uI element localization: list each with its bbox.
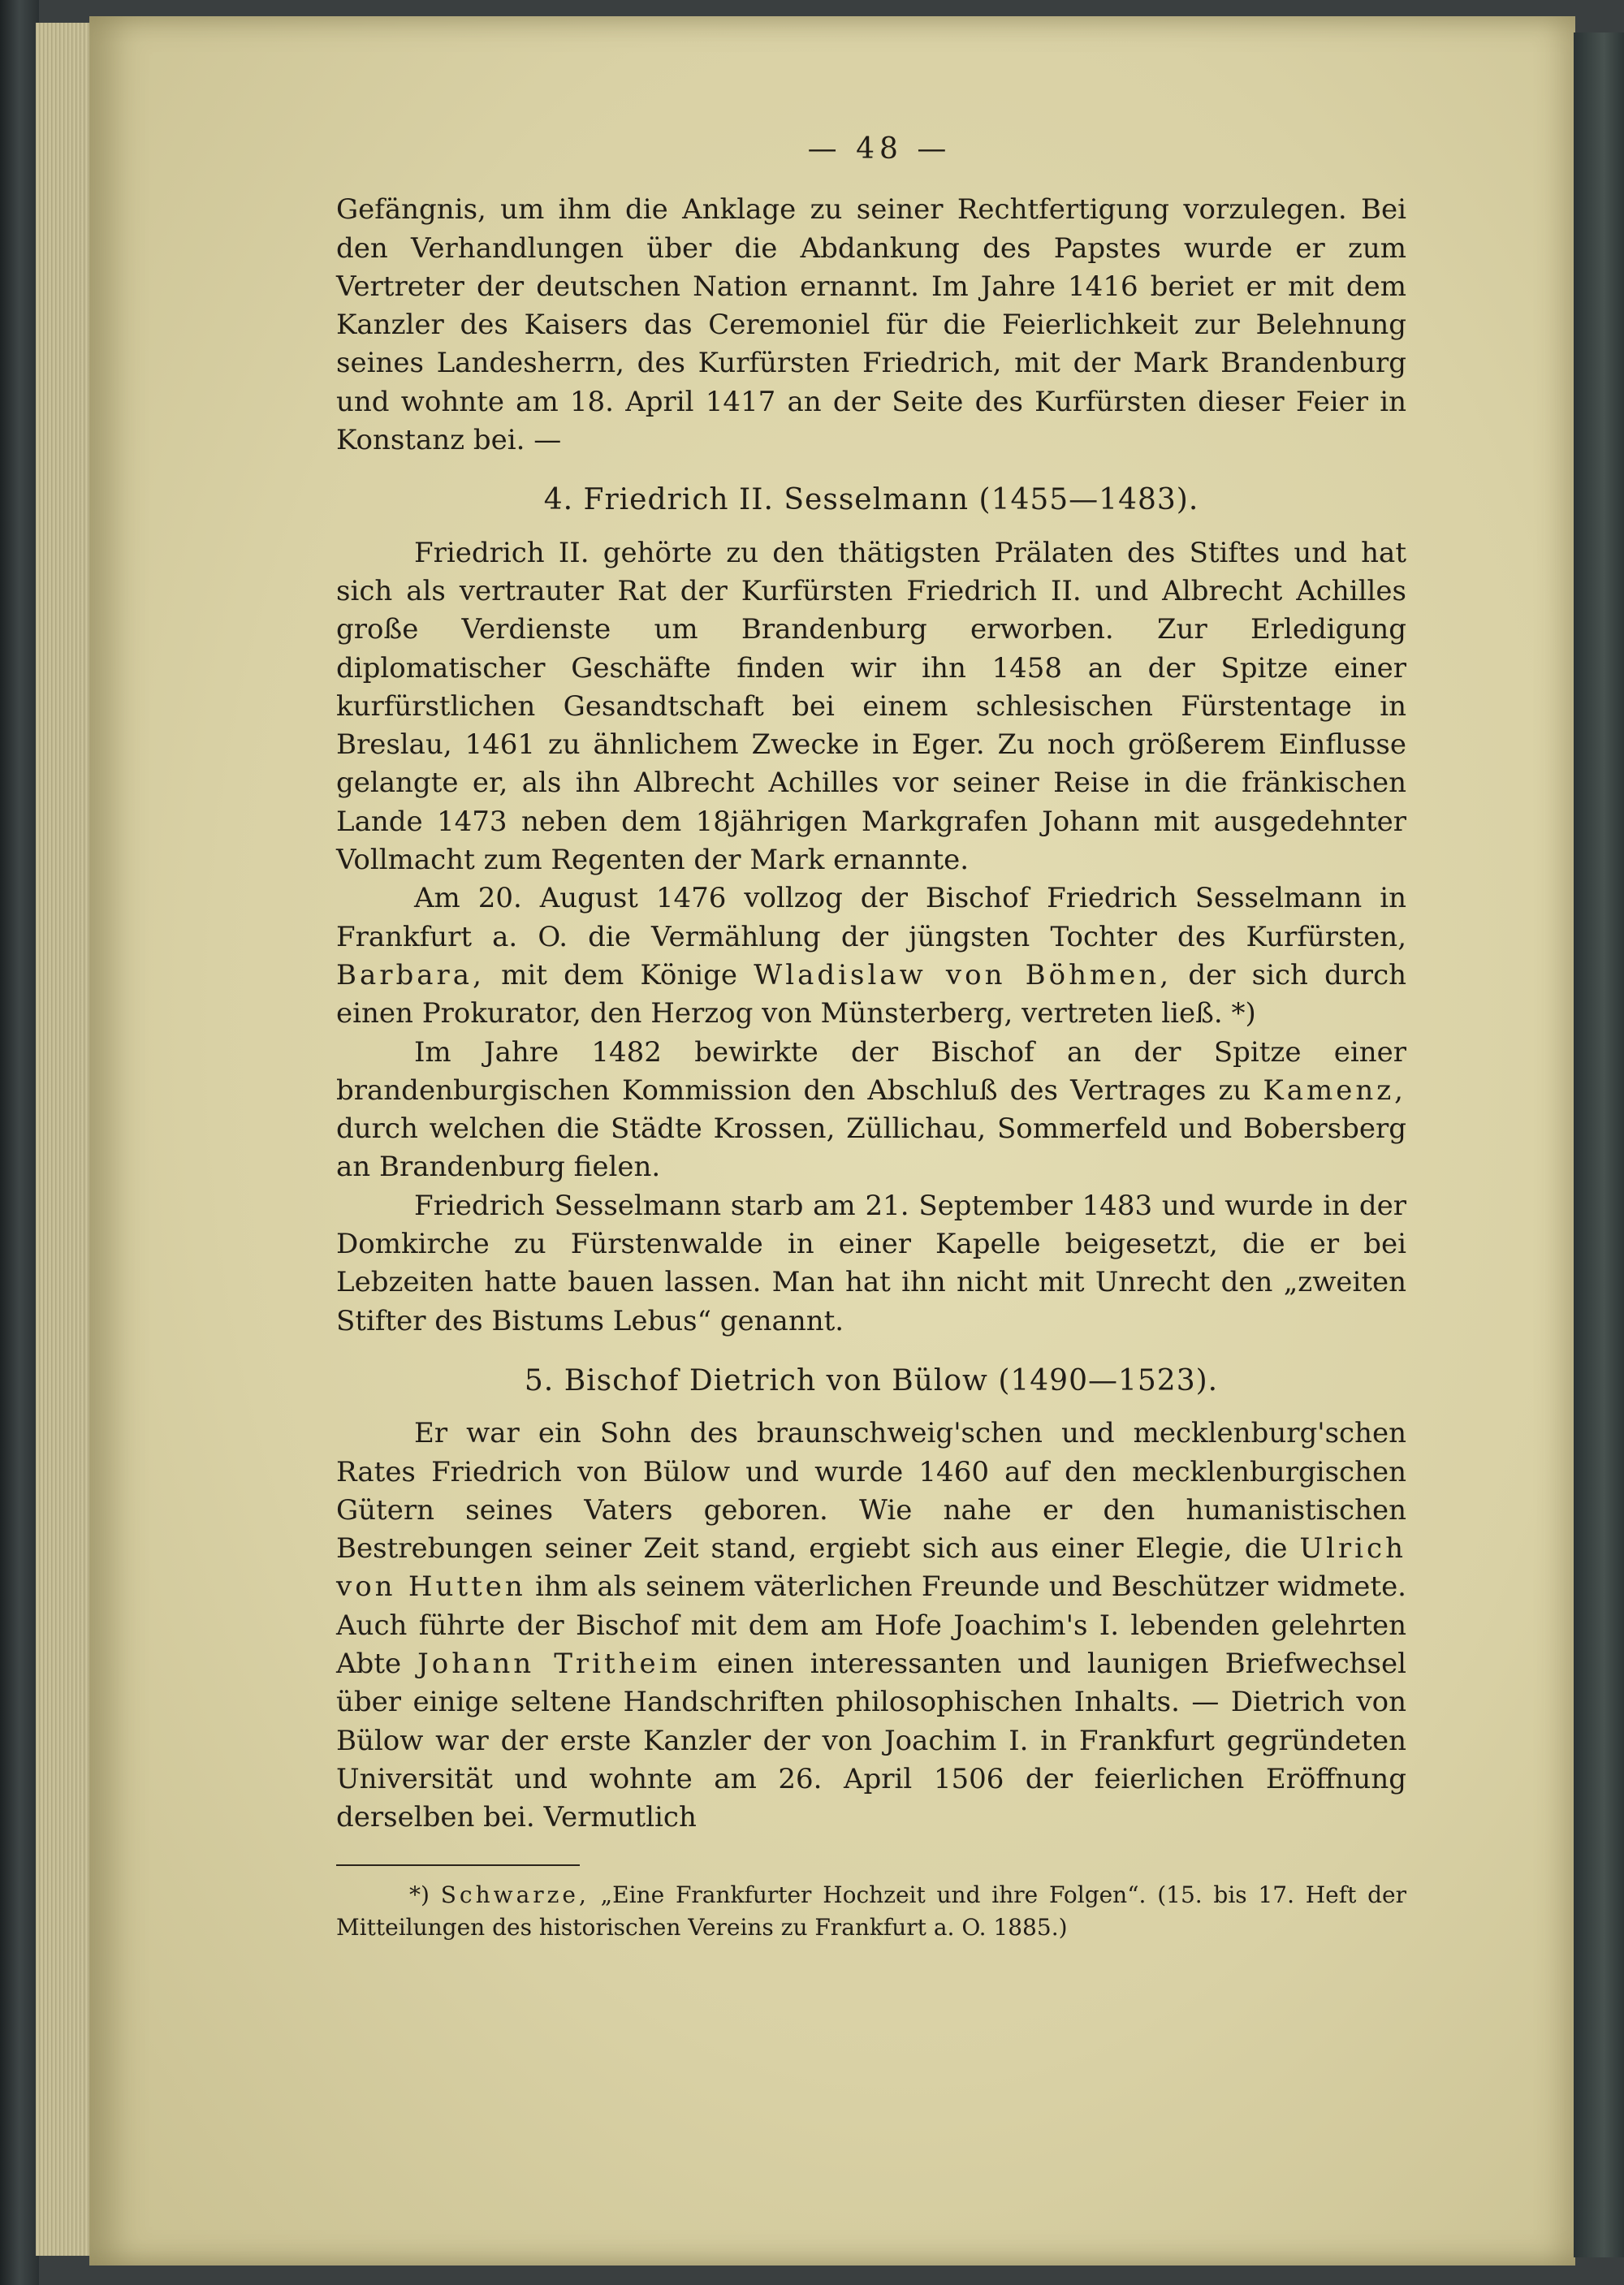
paragraph-text: der sich durch einen Prokurator, den Herzog von Münsterberg, vertreten ließ. *) — [336, 958, 1407, 1030]
person-name-wladislaw: Wladislaw von Böhmen, — [754, 958, 1173, 991]
page-text — [336, 130, 1406, 1944]
paragraph-text: einen interessanten und launigen Briefwechsel über einige seltene Handschriften philosophischen Inhalts. — Dietrich von Bülow war der erste Kanzler der von Joachim I. in Frankfurt gegründeten Universität und wohnte am 26. April 1506 der feierlichen Eröffnung derselben bei. Vermutlich — [336, 1647, 1406, 1834]
paragraph-text: Am 20. August 1476 vollzog der Bischof Friedrich Sesselmann in Frankfurt a. O. die Vermählung der jüngsten Tochter des Kurfürsten, — [336, 882, 1406, 953]
section-4-paragraph-4: Friedrich Sesselmann starb am 21. September 1483 und wurde in der Domkirche zu Fürstenwalde in einer Kapelle beigesetzt, die er bei Lebzeiten hatte bauen lassen. Man hat ihn nicht mit Unrecht den „zweiten Stifter des Bistums Lebus“ genannt. — [336, 1189, 1406, 1337]
section-4-paragraph-3 — [336, 1034, 1406, 1187]
section-5-heading: 5. Bischof Dietrich von Bülow (1490—1523). — [524, 1363, 1219, 1397]
person-name-barbara: Barbara, — [336, 958, 485, 991]
paragraph-text: mit dem Könige — [501, 958, 738, 991]
book-spine — [0, 0, 39, 2285]
footnote-text: „Eine Frankfurter Hochzeit und ihre Folgen“. (15. bis 17. Heft der Mitteilungen des historischen Vereins zu Frankfurt a. O. 1885.) — [336, 1881, 1407, 1942]
paragraph-text: ihm als seinem väterlichen Freunde und Beschützer widmete. Auch führte der Bischof mit dem am Hofe Joachim's I. lebenden gelehrten Abte — [336, 1570, 1406, 1680]
section-4-heading: 4. Friedrich II. Sesselmann (1455—1483). — [543, 483, 1199, 517]
section-5-paragraph-1 — [336, 1415, 1406, 1837]
intro-paragraph: Gefängnis, um ihm die Anklage zu seiner Rechtfertigung vorzulegen. Bei den Verhandlungen über die Abdankung des Papstes wurde er zum Vertreter der deutschen Nation ernannt. Im Jahre 1416 beriet er mit dem Kanzler des Kaisers das Ceremoniel für die Feierlichkeit zur Belehnung seines Landesherrn, des Kurfürsten Friedrich, mit der Mark Brandenburg und wohnte am 18. April 1417 an der Seite des Kurfürsten dieser Feier in Konstanz bei. — — [336, 193, 1406, 457]
footnote-author: Schwarze, — [440, 1881, 590, 1909]
book-cover-edge — [1574, 32, 1624, 2257]
paragraph-text: durch welchen die Städte Krossen, Züllichau, Sommerfeld und Bobersberg an Brandenburg fielen. — [336, 1112, 1406, 1184]
section-4-paragraph-1: Friedrich II. gehörte zu den thätigsten Prälaten des Stiftes und hat sich als vertrauter Rat der Kurfürsten Friedrich II. und Albrecht Achilles große Verdienste um Brandenburg erworben. Zur Erledigung diplomatischer Geschäfte finden wir ihn 1458 an der Spitze einer kurfürstlichen Gesandtschaft bei einem schlesischen Fürstentage in Breslau, 1461 zu ähnlichem Zwecke in Eger. Zu noch größerem Einflusse gelangte er, als ihn Albrecht Achilles vor seiner Reise in die fränkischen Lande 1473 neben dem 18jährigen Markgrafen Johann mit ausgedehnter Vollmacht zum Regenten der Mark ernannte. — [336, 536, 1406, 877]
page-number: — 48 — — [807, 132, 952, 166]
paragraph-text: Im Jahre 1482 bewirkte der Bischof an der Spitze einer brandenburgischen Kommission den Abschluß des Vertrages zu — [336, 1035, 1406, 1107]
section-4-paragraph-2 — [336, 879, 1406, 1033]
place-name-kamenz: Kamenz, — [1263, 1073, 1406, 1107]
paragraph-text: Er war ein Sohn des braunschweig'schen und mecklenburg'schen Rates Friedrich von Bülow und wurde 1460 auf den mecklenburgischen Gütern seines Vaters geboren. Wie nahe er den humanistischen Bestrebungen seiner Zeit stand, ergiebt sich aus einer Elegie, die — [336, 1417, 1406, 1566]
footnote-divider — [336, 1864, 580, 1866]
person-name-hutten: Ulrich von Hutten — [336, 1532, 1406, 1604]
person-name-tritheim: Johann Tritheim — [417, 1647, 701, 1680]
footnote — [336, 1879, 1406, 1944]
footnote-mark: *) — [409, 1881, 430, 1909]
